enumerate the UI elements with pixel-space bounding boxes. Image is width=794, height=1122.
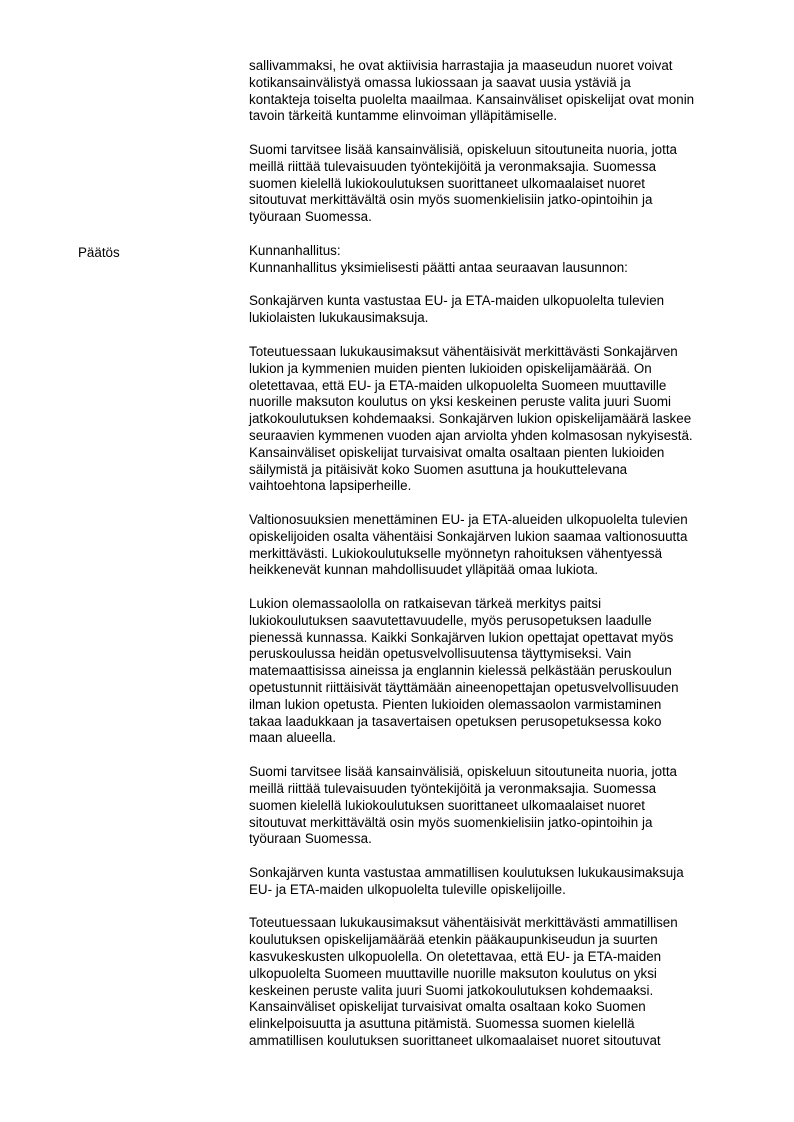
text-line: Kansainväliset opiskelijat turvaisivat omalta osaltaan pienten lukioiden [249, 444, 665, 460]
text-line: ilman lukion opetusta. Pienten lukioiden olemassaolon varmistaminen [249, 696, 662, 712]
text-line: kontakteja toiselta puolelta maailmaa. Kansainväliset opiskelijat ovat monin [249, 91, 695, 107]
text-line: Sonkajärven kunta vastustaa EU- ja ETA-maiden ulkopuolelta tulevien [249, 293, 665, 309]
text-line: sitoutuvat merkittävältä osin myös suomenkielisiin jatko-opintoihin ja [249, 814, 653, 830]
text-line: keskeinen peruste valita juuri Suomi jatkokoulutuksen kohdemaaksi. [249, 982, 654, 998]
text-line: Kansainväliset opiskelijat turvaisivat omalta osaltaan koko Suomen [249, 999, 646, 1015]
text-line: elinkelpoisuutta ja asuttuna pitämistä. Suomessa suomen kielellä [249, 1016, 635, 1032]
section-label-paatos: Päätös [78, 245, 120, 260]
text-line: ammatillisen koulutuksen suorittaneet ulkomaalaiset nuoret sitoutuvat [249, 1033, 661, 1049]
text-line: koulutuksen opiskelijamäärää etenkin pääkaupunkiseudun ja suurten [249, 932, 658, 948]
text-line: lukiokoulutuksen saavutettavuudelle, myös perusopetuksen laadulle [249, 612, 652, 628]
paragraph [249, 344, 749, 495]
document-body [249, 58, 749, 1050]
paragraph [249, 142, 749, 226]
text-line: nuorille maksuton koulutus on yksi keskeinen peruste valita juuri Suomi [249, 394, 672, 410]
text-line: lukiolaisten lukukausimaksuja. [249, 310, 429, 326]
paragraph [249, 915, 749, 1049]
text-line: maan alueella. [249, 730, 337, 746]
text-line: peruskoulussa heidän opetusvelvollisuutensa täyttymiseksi. Vain [249, 646, 632, 662]
text-line: vaihtoehtona lapsiperheille. [249, 478, 412, 494]
paragraph [249, 596, 749, 747]
paragraph [249, 865, 749, 899]
text-line: oletettavaa, että EU- ja ETA-maiden ulkopuolelta Suomeen muuttaville [249, 377, 667, 393]
paragraph [249, 58, 749, 125]
text-line: Toteutuessaan lukukausimaksut vähentäisivät merkittävästi Sonkajärven [249, 343, 678, 359]
text-line: Kunnanhallitus yksimielisesti päätti antaa seuraavan lausunnon: [249, 259, 628, 275]
text-line: työuraan Suomessa. [249, 831, 372, 847]
paragraph [249, 243, 749, 277]
paragraph [249, 512, 749, 579]
text-line: meillä riittää tulevaisuuden työntekijöitä ja veronmaksajia. Suomessa [249, 780, 657, 796]
paragraph [249, 293, 749, 327]
text-line: opiskelijoiden osalta vähentäisi Sonkajärven lukion saamaa valtionosuutta [249, 528, 688, 544]
text-line: Kunnanhallitus: [249, 242, 341, 258]
text-line: Toteutuessaan lukukausimaksut vähentäisivät merkittävästi ammatillisen [249, 915, 678, 931]
text-line: suomen kielellä lukiokoulutuksen suorittaneet ulkomaalaiset nuoret [249, 797, 645, 813]
text-line: tavoin tärkeitä kuntamme elinvoiman ylläpitämiselle. [249, 108, 558, 124]
text-line: ulkopuolelta Suomeen muuttaville nuorille maksuton koulutus on yksi [249, 965, 657, 981]
text-line: merkittävästi. Lukiokoulutukselle myönnetyn rahoituksen vähentyessä [249, 545, 663, 561]
text-line: kasvukeskusten ulkopuolella. On oletettavaa, että EU- ja ETA-maiden [249, 949, 662, 965]
text-line: seuraavien kymmenen vuoden ajan arviolta yhden kolmasosan nykyisestä. [249, 427, 693, 443]
text-line: Valtionosuuksien menettäminen EU- ja ETA-alueiden ulkopuolelta tulevien [249, 511, 688, 527]
text-line: lukion ja kymmenien muiden pienten lukioiden opiskelijamäärää. On [249, 360, 652, 376]
decision-blocks [249, 243, 749, 1050]
text-line: sallivammaksi, he ovat aktiivisia harrastajia ja maaseudun nuoret voivat [249, 58, 673, 73]
paragraph [249, 764, 749, 848]
top-blocks [249, 58, 749, 226]
text-line: opetustunnit riittäisivät täyttämään aineenopettajan opetusvelvollisuuden [249, 680, 679, 696]
text-line: säilymistä ja pitäisivät koko Suomen asuttuna ja houkuttelevana [249, 461, 628, 477]
text-line: pienessä kunnassa. Kaikki Sonkajärven lukion opettajat opettavat myös [249, 629, 674, 645]
text-line: Sonkajärven kunta vastustaa ammatillisen koulutuksen lukukausimaksuja [249, 865, 684, 880]
text-line: Suomi tarvitsee lisää kansainvälisiä, opiskeluun sitoutuneita nuoria, jotta [249, 142, 677, 158]
text-line: kotikansainvälistyä omassa lukiossaan ja saavat uusia ystäviä ja [249, 74, 631, 90]
text-line: EU- ja ETA-maiden ulkopuolelta tuleville opiskelijoille. [249, 881, 566, 897]
text-line: suomen kielellä lukiokoulutuksen suorittaneet ulkomaalaiset nuoret [249, 175, 645, 191]
text-line: jatkokoulutuksen kohdemaaksi. Sonkajärven lukion opiskelijamäärä laskee [249, 411, 692, 427]
text-line: työuraan Suomessa. [249, 209, 372, 225]
text-line: matemaattisissa aineissa ja englannin kielessä pelkästään peruskoulun [249, 663, 672, 679]
text-line: heikkenevät kunnan mahdollisuudet ylläpitää omaa lukiota. [249, 562, 599, 578]
text-line: Suomi tarvitsee lisää kansainvälisiä, opiskeluun sitoutuneita nuoria, jotta [249, 764, 677, 780]
text-line: Lukion olemassaololla on ratkaisevan tärkeä merkitys paitsi [249, 596, 602, 612]
text-line: takaa laadukkaan ja tasavertaisen opetuksen perusopetuksessa koko [249, 713, 662, 729]
text-line: meillä riittää tulevaisuuden työntekijöitä ja veronmaksajia. Suomessa [249, 158, 657, 174]
text-line: sitoutuvat merkittävältä osin myös suomenkielisiin jatko-opintoihin ja [249, 192, 653, 208]
